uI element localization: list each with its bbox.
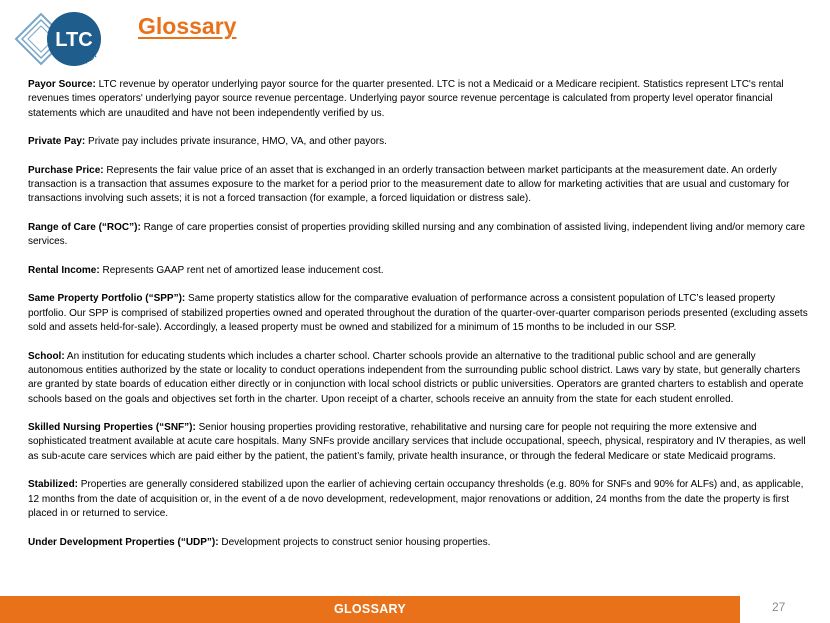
- glossary-entry: [28, 135, 808, 149]
- glossary-list: [28, 78, 808, 564]
- glossary-entry: [28, 292, 808, 335]
- glossary-term: Under Development Properties (“UDP”):: [28, 536, 219, 548]
- logo-subtext: REIT: [84, 52, 99, 66]
- glossary-definition: Senior housing properties providing restorative, rehabilitative and nursing care for people not requiring the more extensive and sophisticated treatment available at acute care hospitals. Many SNFs provide ancillary services that include occupational, speech, physical, respiratory and IV therapies, as well as sub-acute care services which are paid either by the patient, the patient’s family, private health insurance, or through the federal Medicare or state Medicaid programs.: [28, 422, 806, 462]
- page-number: 27: [772, 600, 786, 614]
- glossary-term: Rental Income:: [28, 264, 100, 276]
- glossary-term: Purchase Price:: [28, 164, 104, 176]
- footer-label: GLOSSARY: [333, 602, 407, 616]
- glossary-definition: Properties are generally considered stabilized upon the earlier of achieving certain occupancy thresholds (e.g. 80% for SNFs and 90% for ALFs) and, as applicable, 12 months from the date of acquisition or, in the event of a de novo development, redevelopment, major renovations or addition, 24 months from the date the property is first placed in or returned to service.: [28, 479, 804, 519]
- glossary-definition: Represents GAAP rent net of amortized lease inducement cost.: [102, 264, 384, 276]
- glossary-definition: An institution for educating students which includes a charter school. Charter schools provide an alternative to the traditional public school and are generally autonomous entities authorized by the state or locality to conduct operations independent from the surrounding public school district. Laws vary by state, but generally charters are granted by state boards of education either directly or in conjunction with local school districts or public universities. Operators are granted charters to establish and operate schools based on the goals and objectives set forth in the charter. Upon receipt of a charter, schools receive an annuity from the state for each student enrolled.: [28, 350, 804, 405]
- page-title: Glossary: [138, 13, 237, 39]
- glossary-term: Private Pay:: [28, 136, 86, 148]
- glossary-term: Range of Care (“ROC”):: [28, 221, 141, 233]
- glossary-entry: [28, 421, 808, 464]
- glossary-definition: Range of care properties consist of properties providing skilled nursing and any combination of assisted living, independent living and/or memory care services.: [28, 221, 806, 248]
- glossary-entry: [28, 350, 808, 407]
- glossary-entry: [28, 478, 808, 521]
- glossary-definition: LTC revenue by operator underlying payor source for the quarter presented. LTC is not a Medicaid or a Medicare recipient. Statistics represent LTC's rental revenues times operators' underlying payor source revenue percentage. Underlying payor source revenue percentage is calculated from property level operator financial statements which are unaudited and have not been independently verified by us.: [28, 79, 784, 119]
- glossary-definition: Private pay includes private insurance, HMO, VA, and other payors.: [88, 136, 387, 148]
- glossary-entry: [28, 164, 808, 207]
- glossary-entry: [28, 264, 808, 278]
- glossary-entry: [28, 78, 808, 121]
- glossary-term: School:: [28, 350, 65, 362]
- glossary-term: Payor Source:: [28, 79, 96, 90]
- glossary-term: Same Property Portfolio (“SPP”):: [28, 293, 186, 305]
- glossary-entry: [28, 221, 808, 250]
- glossary-term: Skilled Nursing Properties (“SNF”):: [28, 422, 196, 434]
- glossary-entry: [28, 536, 808, 550]
- ltc-reit-logo: [12, 10, 124, 68]
- glossary-definition: Development projects to construct senior housing properties.: [221, 536, 491, 548]
- glossary-term: Stabilized:: [28, 479, 79, 491]
- glossary-definition: Same property statistics allow for the comparative evaluation of performance across a consistent population of LTC’s leased property portfolio. Our SPP is comprised of stabilized properties owned and operated throughout the duration of the quarter-over-quarter comparison periods presented (excluding assets sold and assets held-for-sale). Accordingly, a leased property must be owned and stabilized for a minimum of 15 months to be included in our SSP.: [28, 293, 808, 334]
- glossary-definition: Represents the fair value price of an asset that is exchanged in an orderly transaction between market participants at the measurement date. An orderly transaction is a transaction that assumes exposure to the market for a period prior to the measurement date to allow for marketing activities that are usual and customary for transactions involving such assets; it is not a forced transaction (for example, a forced liquidation or distress sale).: [28, 164, 790, 205]
- logo-text: LTC: [55, 29, 93, 51]
- footer-bar: [0, 596, 740, 623]
